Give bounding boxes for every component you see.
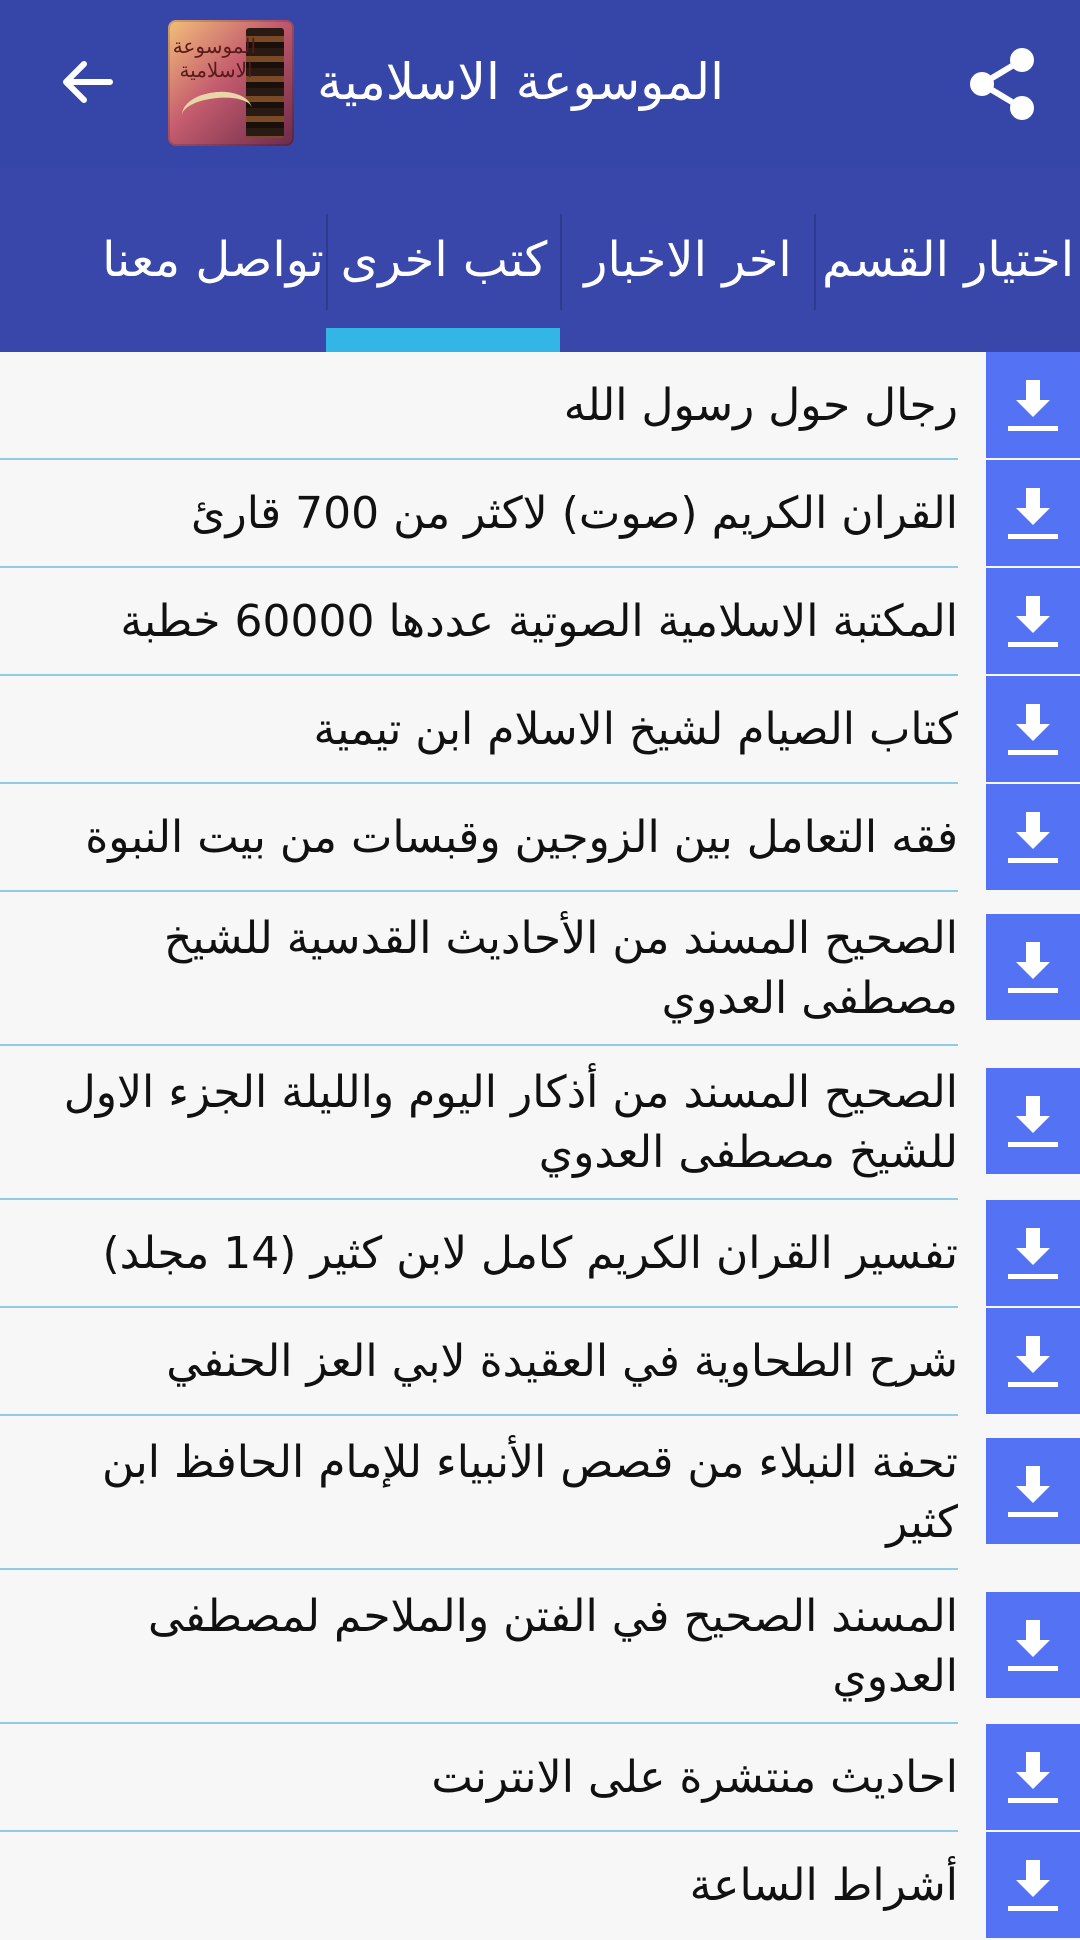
tab-separator xyxy=(326,214,328,310)
list-item[interactable] xyxy=(0,784,1080,892)
download-button[interactable] xyxy=(986,1308,1080,1414)
download-icon xyxy=(1002,1330,1064,1392)
download-button[interactable] xyxy=(986,568,1080,674)
tab-separator xyxy=(560,214,562,310)
download-icon xyxy=(1002,936,1064,998)
list-item[interactable] xyxy=(0,1570,1080,1724)
book-list xyxy=(0,352,1080,1940)
book-title: كتاب الصيام لشيخ الاسلام ابن تيمية xyxy=(313,704,958,755)
download-icon xyxy=(1002,590,1064,652)
book-title: المسند الصحيح في الفتن والملاحم لمصطفى العدوي xyxy=(148,1591,958,1702)
book-title: تحفة النبلاء من قصص الأنبياء للإمام الحافظ ابن كثير xyxy=(102,1437,958,1548)
tab-label: تواصل معنا xyxy=(102,232,324,288)
share-icon xyxy=(966,46,1038,122)
download-button[interactable] xyxy=(986,784,1080,890)
download-icon xyxy=(1002,1090,1064,1152)
list-item[interactable] xyxy=(0,1416,1080,1570)
list-item[interactable] xyxy=(0,1308,1080,1416)
tab-separator xyxy=(814,214,816,310)
app-logo xyxy=(168,20,294,146)
download-icon xyxy=(1002,374,1064,436)
download-icon xyxy=(1002,1222,1064,1284)
download-icon xyxy=(1002,482,1064,544)
list-item[interactable] xyxy=(0,1724,1080,1832)
tab-label: اخر الاخبار xyxy=(584,232,792,288)
list-item[interactable] xyxy=(0,352,1080,460)
download-icon xyxy=(1002,806,1064,868)
download-button[interactable] xyxy=(986,1068,1080,1174)
download-icon xyxy=(1002,698,1064,760)
download-button[interactable] xyxy=(986,914,1080,1020)
list-item[interactable] xyxy=(0,676,1080,784)
list-item[interactable] xyxy=(0,1832,1080,1940)
download-icon xyxy=(1002,1460,1064,1522)
list-item[interactable] xyxy=(0,892,1080,1046)
book-title: فقه التعامل بين الزوجين وقبسات من بيت النبوة xyxy=(85,812,958,863)
tab-other-books[interactable] xyxy=(328,168,560,352)
book-title: رجال حول رسول الله xyxy=(563,380,958,431)
book-title: المكتبة الاسلامية الصوتية عددها 60000 خطبة xyxy=(120,596,958,647)
tab-label: كتب اخرى xyxy=(340,232,548,288)
book-title: شرح الطحاوية في العقيدة لابي العز الحنفي xyxy=(166,1336,958,1387)
book-title: الصحيح المسند من الأحاديث القدسية للشيخ مصطفى العدوي xyxy=(163,913,958,1024)
back-button[interactable] xyxy=(48,44,124,120)
book-title: احاديث منتشرة على الانترنت xyxy=(431,1752,958,1803)
app-bar xyxy=(0,0,1080,168)
download-button[interactable] xyxy=(986,352,1080,458)
tab-bar xyxy=(0,168,1080,352)
book-title: الصحيح المسند من أذكار اليوم والليلة الجزء الاول للشيخ مصطفى العدوي xyxy=(63,1067,958,1178)
book-title: أشراط الساعة xyxy=(689,1860,958,1911)
download-button[interactable] xyxy=(986,1592,1080,1698)
logo-text: الموسوعة الاسلامية xyxy=(172,34,256,82)
download-button[interactable] xyxy=(986,1832,1080,1938)
tab-label: اختيار القسم xyxy=(821,232,1075,288)
download-button[interactable] xyxy=(986,1438,1080,1544)
open-book-graphic xyxy=(180,88,254,135)
download-icon xyxy=(1002,1614,1064,1676)
download-button[interactable] xyxy=(986,460,1080,566)
list-item[interactable] xyxy=(0,568,1080,676)
download-icon xyxy=(1002,1746,1064,1808)
tab-choose-section[interactable] xyxy=(816,168,1080,352)
list-item[interactable] xyxy=(0,1200,1080,1308)
download-button[interactable] xyxy=(986,1200,1080,1306)
book-title: القران الكريم (صوت) لاكثر من 700 قارئ xyxy=(191,488,958,539)
tab-latest-news[interactable] xyxy=(562,168,814,352)
book-title: تفسير القران الكريم كامل لابن كثير (14 مجلد) xyxy=(102,1228,958,1279)
download-button[interactable] xyxy=(986,1724,1080,1830)
download-icon xyxy=(1002,1854,1064,1916)
arrow-left-icon xyxy=(58,58,114,106)
tab-contact-us[interactable] xyxy=(100,168,326,352)
share-button[interactable] xyxy=(962,44,1042,124)
selected-tab-indicator xyxy=(326,328,560,352)
download-button[interactable] xyxy=(986,676,1080,782)
list-item[interactable] xyxy=(0,1046,1080,1200)
app-title: الموسوعة الاسلامية xyxy=(317,53,724,111)
list-item[interactable] xyxy=(0,460,1080,568)
